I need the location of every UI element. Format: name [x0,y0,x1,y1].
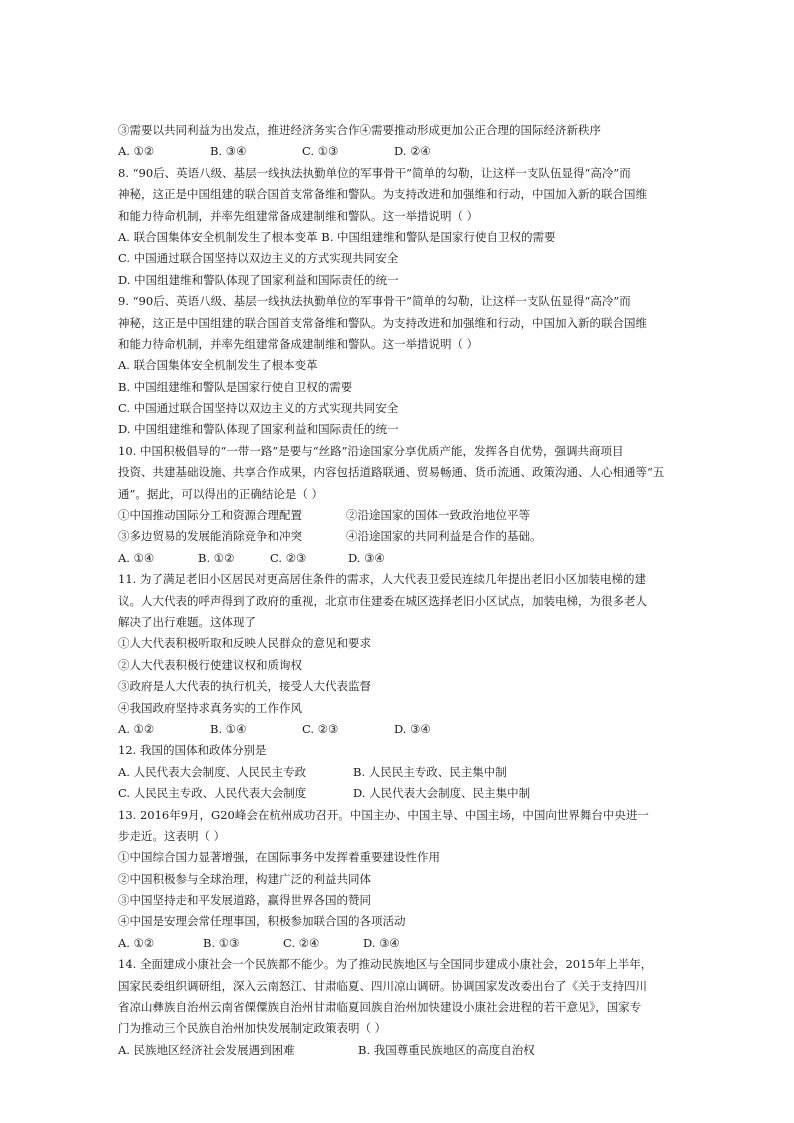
q14-option-b[interactable]: B. 我国尊重民族地区的高度自治权 [358,1042,535,1057]
q10-statement-3: ③多边贸易的发展能消除竞争和冲突 [118,529,302,544]
q14-options [118,1040,678,1061]
q10-option-d[interactable]: D. ③④ [348,550,385,565]
q14-option-a[interactable]: A. 民族地区经济社会发展遇到困难 [118,1042,295,1057]
q7-options [118,141,678,162]
q9-option-d[interactable]: D. 中国组建维和警队体现了国家利益和国际责任的统一 [118,422,399,437]
q10-options [118,548,678,569]
q10-statements-row-1 [118,505,678,526]
exam-page [118,120,678,1061]
q13-statement-2: ②中国积极参与全球治理，构建广泛的利益共同体 [118,871,371,886]
q7-option-c[interactable]: C. ①③ [302,144,339,159]
q11-options [118,719,678,740]
q12-options-row-2 [118,783,678,804]
q13-option-a[interactable]: A. ①② [118,935,155,950]
q10-option-b[interactable]: B. ①② [198,550,235,565]
q13-option-d[interactable]: D. ③④ [363,935,400,950]
q11-statement-2: ②人大代表积极行使建议权和质询权 [118,657,302,672]
q13-statement-1: ①中国综合国力显著增强，在国际事务中发挥着重要建设性作用 [118,850,440,865]
q10-statement-4: ④沿途国家的共同利益是合作的基础。 [346,529,542,544]
q11-option-b[interactable]: B. ①④ [210,721,247,736]
q11-stem-line-1: 11. 为了满足老旧小区居民对更高居住条件的需求，人大代表卫爱民连续几年提出老旧小区加装电梯的建 [118,572,646,587]
q13-statement-3: ③中国坚持走和平发展道路，赢得世界各国的赞同 [118,893,371,908]
q14-stem-line-3: 省凉山彝族自治州云南省傈僳族自治州甘肃临夏回族自治州加快建设小康社会进程的若干意见》，国家专 [118,1000,642,1015]
q10-stem-line-1: 10. 中国积极倡导的“一带一路”是要与“丝路”沿途国家分享优质产能，发挥各自优势，强调共商项目 [118,443,624,458]
q11-statement-3: ③政府是人大代表的执行机关，接受人大代表监督 [118,679,371,694]
q10-option-c[interactable]: C. ②③ [270,550,307,565]
q8-option-a-b[interactable]: A. 联合国集体安全机制发生了根本变革 B. 中国组建维和警队是国家行使自卫权的需要 [118,229,556,244]
q11-option-d[interactable]: D. ③④ [394,721,431,736]
q9-stem-line-3: 和能力待命机制，并率先组建常备成建制维和警队。这一举措说明（ ） [118,336,479,351]
q12-options-row-1 [118,762,678,783]
q7-option-d[interactable]: D. ②④ [394,144,431,159]
q8-option-d[interactable]: D. 中国组建维和警队体现了国家利益和国际责任的统一 [118,272,399,287]
q8-stem-line-3: 和能力待命机制，并率先组建常备成建制维和警队。这一举措说明（ ） [118,208,479,223]
q12-option-b[interactable]: B. 人民民主专政、民主集中制 [353,764,507,779]
q14-stem-line-2: 国家民委组织调研组，深入云南怒江、甘肃临夏、四川凉山调研。协调国家发改委出台了《关于支持四川 [118,978,647,993]
q9-stem-line-1: 9. “90后、英语八级、基层一线执法执勤单位的军事骨干”简单的勾勒，让这样一支队伍显得“高冷”而 [118,294,631,309]
q8-stem-line-2: 神秘，这正是中国组建的联合国首支常备维和警队。为支持改进和加强维和行动，中国加入新的联合国维 [118,187,647,202]
q13-options [118,933,678,954]
q9-option-b[interactable]: B. 中国组建维和警队是国家行使自卫权的需要 [118,379,353,394]
q14-stem-line-4: 门为推动三个民族自治州加快发展制定政策表明（ ） [118,1021,387,1036]
q11-statement-4: ④我国政府坚持求真务实的工作作风 [118,700,302,715]
q13-stem-line-2: 步走近。这表明（ ） [118,828,226,843]
q8-stem-line-1: 8. “90后、英语八级、基层一线执法执勤单位的军事骨干”简单的勾勒，让这样一支队伍显得“高冷”而 [118,165,631,180]
q13-option-c[interactable]: C. ②④ [283,935,320,950]
q10-statement-1: ①中国推动国际分工和资源合理配置 [118,508,302,523]
q12-option-a[interactable]: A. 人民代表大会制度、人民民主专政 [118,764,307,779]
q7-option-b[interactable]: B. ③④ [210,144,247,159]
q7-option-a[interactable]: A. ①② [118,144,155,159]
q12-option-d[interactable]: D. 人民代表大会制度、民主集中制 [353,786,531,801]
q11-stem-line-3: 解决了出行难题。这体现了 [118,614,256,629]
q10-statements-row-2 [118,526,678,547]
q12-stem: 12. 我国的国体和政体分别是 [118,743,267,758]
q11-option-a[interactable]: A. ①② [118,721,155,736]
q10-stem-line-3: 通”。据此，可以得出的正确结论是（ ） [118,486,324,501]
q14-stem-line-1: 14. 全面建成小康社会一个民族都不能少。为了推动民族地区与全国同步建成小康社会，2015年上半年， [118,957,653,972]
q9-option-a[interactable]: A. 联合国集体安全机制发生了根本变革 [118,358,318,373]
q11-stem-line-2: 议。人大代表的呼声得到了政府的重视，北京市住建委在城区选择老旧小区试点，加装电梯，为很多老人 [118,593,647,608]
q8-option-c[interactable]: C. 中国通过联合国坚持以双边主义的方式实现共同安全 [118,251,399,266]
q11-option-c[interactable]: C. ②③ [302,721,339,736]
q13-statement-4: ④中国是安理会常任理事国，积极参加联合国的各项活动 [118,914,406,929]
q9-stem-line-2: 神秘，这正是中国组建的联合国首支常备维和警队。为支持改进和加强维和行动，中国加入新的联合国维 [118,315,647,330]
q13-option-b[interactable]: B. ①③ [203,935,240,950]
q12-option-c[interactable]: C. 人民民主专政、人民代表大会制度 [118,786,307,801]
q10-option-a[interactable]: A. ①④ [118,550,155,565]
q10-stem-line-2: 投资、共建基础设施、共享合作成果，内容包括道路联通、贸易畅通、货币流通、政策沟通、人心相通等“五 [118,465,665,480]
q13-stem-line-1: 13. 2016年9月，G20峰会在杭州成功召开。中国主办、中国主导、中国主场，中国向世界舞台中央进一 [118,807,649,822]
q9-option-c[interactable]: C. 中国通过联合国坚持以双边主义的方式实现共同安全 [118,401,399,416]
q10-statement-2: ②沿途国家的国体一致政治地位平等 [346,508,530,523]
q11-statement-1: ①人大代表积极听取和反映人民群众的意见和要求 [118,636,371,651]
q7-statement-3-4: ③需要以共同利益为出发点，推进经济务实合作④需要推动形成更加公正合理的国际经济新秩序 [118,123,601,137]
